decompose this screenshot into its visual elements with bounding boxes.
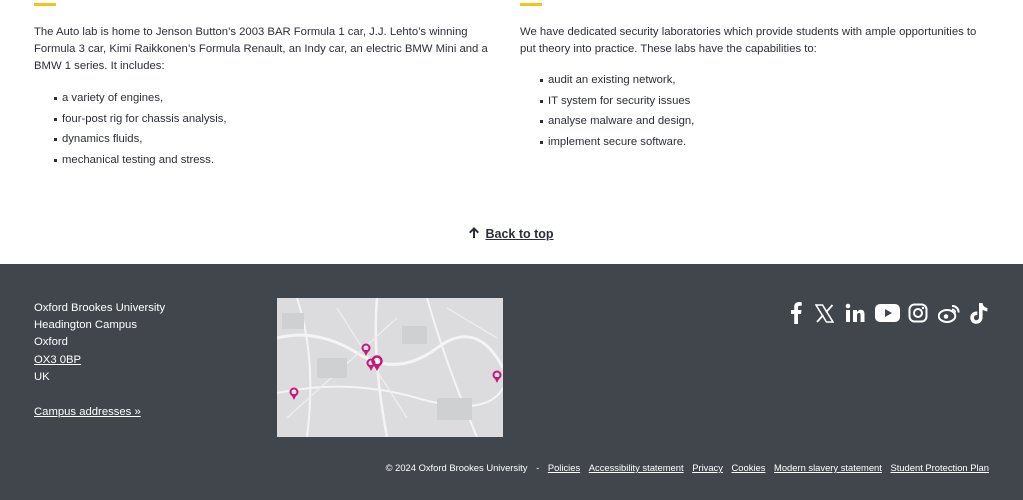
cookies-link[interactable]: Cookies <box>731 462 766 473</box>
list-item: audit an existing network, <box>520 70 694 91</box>
weibo-icon[interactable] <box>937 300 961 326</box>
list-item: dynamics fluids, <box>34 129 227 150</box>
accent-bar <box>520 3 542 6</box>
back-to-top-link[interactable]: Back to top <box>485 227 554 241</box>
copyright: © 2024 Oxford Brookes University <box>385 462 528 473</box>
student-protection-link[interactable]: Student Protection Plan <box>890 462 989 473</box>
auto-lab-list <box>34 88 227 170</box>
legal-bar <box>380 462 989 473</box>
city: Oxford <box>34 336 68 349</box>
tiktok-icon[interactable] <box>968 300 990 326</box>
list-item: IT system for security issues <box>520 91 694 112</box>
privacy-link[interactable]: Privacy <box>692 462 723 473</box>
map-graphic <box>277 298 503 437</box>
modern-slavery-link[interactable]: Modern slavery statement <box>774 462 882 473</box>
list-item: a variety of engines, <box>34 88 227 109</box>
campus-name: Headington Campus <box>34 319 137 332</box>
site-footer <box>0 264 1023 500</box>
campus-addresses-link[interactable]: Campus addresses » <box>34 406 141 418</box>
list-item: mechanical testing and stress. <box>34 150 227 171</box>
arrow-up-icon <box>469 226 479 241</box>
separator: - <box>536 462 540 473</box>
accent-bar <box>34 3 56 6</box>
accessibility-link[interactable]: Accessibility statement <box>588 462 684 473</box>
instagram-icon[interactable] <box>907 300 929 326</box>
country: UK <box>34 370 50 383</box>
facebook-icon[interactable] <box>786 300 806 326</box>
address-block <box>34 300 165 386</box>
campus-map[interactable] <box>277 298 503 437</box>
linkedin-icon[interactable] <box>843 300 867 326</box>
postcode-link[interactable]: OX3 0BP <box>34 353 82 366</box>
auto-lab-intro: The Auto lab is home to Jenson Button’s 2003 BAR Formula 1 car, J.J. Lehto’s winning Formula 3 car, Kimi Raikkonen’s Formula Renault, an Indy car, an electric BMW Mini and a BMW 1 series. It includes: <box>34 26 488 73</box>
list-item: implement secure software. <box>520 132 694 153</box>
list-item: analyse malware and design, <box>520 111 694 132</box>
list-item: four-post rig for chassis analysis, <box>34 109 227 130</box>
university-name: Oxford Brookes University <box>34 302 166 314</box>
security-lab-intro: We have dedicated security laboratories which provide students with ample opportunities to put theory into practice. These labs have the capabilities to: <box>520 26 977 56</box>
security-lab-list <box>520 70 694 152</box>
back-to-top <box>0 226 1023 241</box>
social-links <box>786 300 991 326</box>
policies-link[interactable]: Policies <box>547 462 581 473</box>
x-icon[interactable] <box>813 300 835 326</box>
youtube-icon[interactable] <box>874 300 900 326</box>
